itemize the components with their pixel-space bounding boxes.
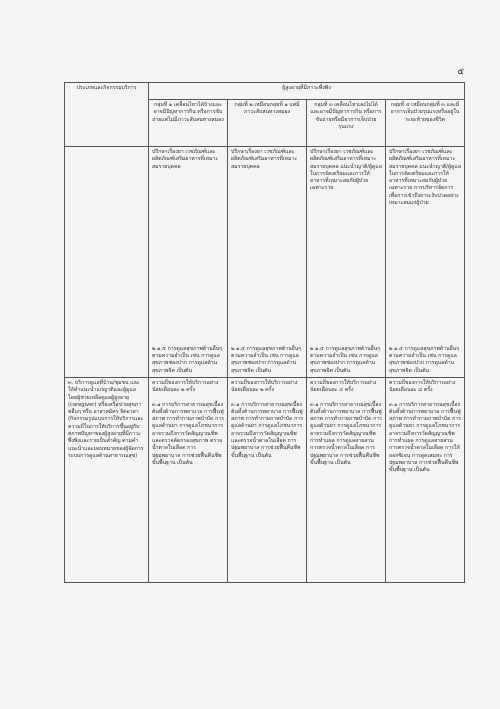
table-cell-group-2 [228,378,307,583]
cell-text-top: ปรึกษาเรื่องยา เวชภัณฑ์และผลิตภัณฑ์เสริมอาหารที่เหมาะสมรายบุคคล [231,149,298,170]
table-cell-group-1 [149,147,228,378]
header-row-1 [65,83,465,100]
cell-text-bottom: ๒.๑.๕ การดูแลสุขภาพด้านอื่นๆ ตามความจำเป็น เช่น การดูแลสุขภาพช่องปาก การดูแลด้านสุขภาพจิต เป็นต้น [231,345,302,374]
page-number: ๕ [457,67,464,77]
service-cell [65,147,149,378]
frequency-text: ความถี่ของการให้บริการอย่างน้อยเดือนละ ๒ ครั้ง [231,380,298,394]
column-header-group-4: กลุ่มที่ ๔ เหมือนกลุ่มที่ ๓ และมีอาการเจ็บป่วยรุนแรงหรืออยู่ในระยะท้ายของชีวิต [386,100,465,147]
service-detail-text: ๓.๑ การบริการสาธารณสุขเบื้องต้นทั้งด้านการพยาบาล การฟื้นฟูสภาพ การทำกายภาพบำบัด การดูแลด้านยา การดูแลโภชนาการ อาจรวมถึงการวัดสัญญาณชีพ การทำแผล การดูแลสายสวนการตรวจน้ำตาลในเลือด การปฐมพยาบาล การช่วยฟื้นคืนชีพขั้นพื้นฐาน เป็นต้น [310,401,382,466]
service-cell: ๓. บริการดูแลที่บ้าน/ชุมชน และให้คำแนะนำแก่ญาติและผู้ดูแล โดยผู้ช่วยเหลือดูแลผู้สูงอายุ (caregiver) หรือเครือข่ายสุขภาพอื่นๆ หรือ อาสาสมัคร จิตอาสา (กิจกรรมรูปแบบการให้บริการและความถี่ในการให้บริการขึ้นอยู่กับสภาพปัญหาของผู้สูงอายุที่มีภาวะพึ่งพิงและรายเป็นสำคัญ ตามคำแนะนำและมอบหมายของผู้จัดการระบบการดูแลด้านสาธารณสุข) [65,378,149,583]
cell-text-top: ปรึกษาเรื่องยา เวชภัณฑ์และผลิตภัณฑ์เสริมอาหารที่เหมาะสมรายบุคคล [152,149,219,170]
group-header: ผู้สูงอายุที่มีภาวะพึ่งพิง [149,83,465,100]
table-cell-group-3 [307,378,386,583]
service-detail-text: ๓.๑ การบริการสาธารณสุขเบื้องต้นทั้งด้านการพยาบาล การฟื้นฟูสภาพ การทำกายภาพบำบัด การดูแลด้านยา การดูแลโภชนาการ อาจรวมถึงการวัดสัญญาณชีพ และตรวจน้ำตาลในเลือด การปฐมพยาบาล การช่วยฟื้นคืนชีพขั้นพื้นฐาน เป็นต้น [231,401,303,459]
cell-text-bottom: ๒.๑.๕ การดูแลสุขภาพด้านอื่นๆ ตามความจำเป็น เช่น การดูแลสุขภาพช่องปาก การดูแลด้านสุขภาพจิต เป็นต้น [152,345,223,374]
service-table [64,82,465,583]
cell-text-bottom: ๒.๑.๕ การดูแลสุขภาพด้านอื่นๆ ตามความจำเป็น เช่น การดูแลสุขภาพช่องปาก การดูแลด้านสุขภาพจิต เป็นต้น [310,345,381,374]
frequency-text: ความถี่ของการให้บริการอย่างน้อยเดือนละ ๘ ครั้ง [389,380,456,394]
cell-text-top: ปรึกษาเรื่องยา เวชภัณฑ์และผลิตภัณฑ์เสริมอาหารที่เหมาะสมรายบุคคล แนะนำญาติ/ผู้ดูแลในการจัดเตรียมและการให้อาหารที่เหมาะสมกับผู้ป่วยเฉพาะราย [310,149,382,192]
service-detail-text: ๓.๑ การบริการสาธารณสุขเบื้องต้นทั้งด้านการพยาบาล การฟื้นฟูสภาพ การทำกายภาพบำบัด การดูแลด้านยา การดูแลโภชนาการ อาจรวมถึงการวัดสัญญาณชีพ และตรวจคัดกรองสุขภาพ ตรวจน้ำตาลในเลือด การปฐมพยาบาล การช่วยฟื้นคืนชีพขั้นพื้นฐาน เป็นต้น [152,401,224,466]
table-cell-group-3 [307,147,386,378]
frequency-text: ความถี่ของการให้บริการอย่างน้อยเดือนละ ๒ ครั้ง [152,380,219,394]
table-row [65,147,465,378]
column-header-group-2: กลุ่มที่ ๒ เหมือนกลุ่มที่ ๑ แต่มีภาวะสับสนทางสมอง [228,100,307,147]
column-header-group-3: กลุ่มที่ ๓ เคลื่อนไหวเองไม่ได้และอาจมีปัญหาการกิน หรือการขับถ่ายหรือมีอาการเจ็บป่วยรุนแรง [307,100,386,147]
table-row [65,378,465,583]
cell-text-bottom: ๒.๑.๕ การดูแลสุขภาพด้านอื่นๆ ตามความจำเป็น เช่น การดูแลสุขภาพช่องปาก การดูแลด้านสุขภาพจิต เป็นต้น [389,345,460,374]
frequency-text: ความถี่ของการให้บริการอย่างน้อยเดือนละ ๔ ครั้ง [310,380,377,394]
table-cell-group-2 [228,147,307,378]
table-cell-group-4 [386,147,465,378]
service-detail-text: ๓.๑ การบริการสาธารณสุขเบื้องต้นทั้งด้านการพยาบาล การฟื้นฟูสภาพ การทำกายภาพบำบัด การดูแลด้านยา การดูแลโภชนาการ อาจรวมถึงการวัดสัญญาณชีพ การทำแผล การดูแลสายสวนการตรวจน้ำตาลในเลือด การให้ออกซิเจน การดูดเสมหะ การปฐมพยาบาล การช่วยฟื้นคืนชีพขั้นพื้นฐาน เป็นต้น [389,401,461,474]
table-cell-group-4 [386,378,465,583]
service-column-header: ประเภทและกิจกรรมบริการ [65,83,149,147]
cell-text-top: ปรึกษาเรื่องยา เวชภัณฑ์และผลิตภัณฑ์เสริมอาหารที่เหมาะสมรายบุคคล แนะนำญาติ/ผู้ดูแลในการจัดเตรียมและการให้อาหารที่เหมาะสมกับผู้ป่วยเฉพาะราย การบริหารจัดการเพื่อการเข้าถึงยาระงับปวดอย่างเหมาะสมแก่ผู้ป่วย [389,149,461,207]
column-header-group-1: กลุ่มที่ ๑ เคลื่อนไหวได้บ้างและอาจมีปัญหาการกิน หรือการขับถ่ายแต่ไม่มีภาวะสับสนทางสมอง [149,100,228,147]
table-cell-group-1 [149,378,228,583]
